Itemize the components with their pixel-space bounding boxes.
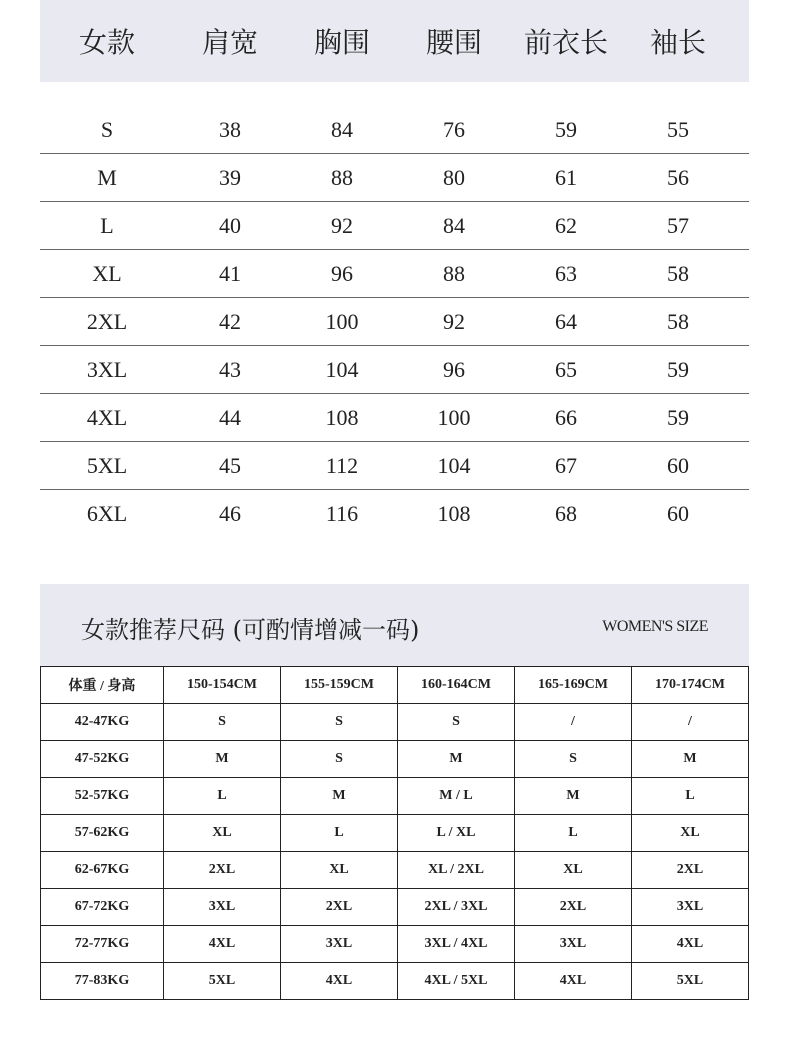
size-value: 46 [219, 500, 241, 526]
header-cell: 袖长 [649, 26, 706, 59]
size-value: 38 [219, 116, 241, 142]
size-value: 112 [325, 452, 359, 478]
size-value: 59 [667, 404, 689, 430]
table-cell: 2XL / 3XL [398, 889, 515, 926]
table-cell: M [281, 778, 398, 815]
size-row [40, 394, 749, 442]
size-value: 96 [331, 260, 353, 286]
recommendation-banner [40, 584, 749, 666]
table-cell: M / L [398, 778, 515, 815]
table-row [41, 852, 749, 889]
table-cell: 3XL [515, 926, 632, 963]
table-cell: 3XL [281, 926, 398, 963]
size-value: 66 [555, 404, 577, 430]
size-value: 63 [555, 260, 577, 286]
table-cell: 4XL / 5XL [398, 963, 515, 1000]
table-cell: L [281, 815, 398, 852]
size-value: 41 [219, 260, 241, 286]
size-row [40, 490, 749, 537]
size-value: 57 [667, 212, 689, 238]
size-value: 55 [667, 116, 689, 142]
size-row [40, 346, 749, 394]
table-cell: XL / 2XL [398, 852, 515, 889]
table-cell: 57-62KG [41, 815, 164, 852]
table-cell: 4XL [164, 926, 281, 963]
header-cell: 前衣长 [523, 26, 608, 59]
table-cell: S [281, 741, 398, 778]
size-value: 58 [667, 260, 689, 286]
size-value: 40 [219, 212, 241, 238]
table-cell: 62-67KG [41, 852, 164, 889]
table-header-cell: 170-174CM [632, 667, 749, 704]
table-cell: M [515, 778, 632, 815]
table-cell: 67-72KG [41, 889, 164, 926]
header-cell: 胸围 [313, 26, 370, 59]
table-cell: M [398, 741, 515, 778]
size-label: L [100, 212, 114, 238]
table-cell: 2XL [164, 852, 281, 889]
size-label: 6XL [86, 500, 128, 526]
recommendation-subtitle: WOMEN'S SIZE [602, 618, 708, 635]
table-cell: S [515, 741, 632, 778]
size-value: 59 [555, 116, 577, 142]
recommendation-header-row [41, 667, 749, 704]
size-value: 65 [555, 356, 577, 382]
table-cell: L / XL [398, 815, 515, 852]
table-cell: 5XL [632, 963, 749, 1000]
table-cell: / [632, 704, 749, 741]
size-row [40, 106, 749, 154]
table-cell: 3XL / 4XL [398, 926, 515, 963]
size-value: 60 [667, 452, 689, 478]
table-header-cell: 150-154CM [164, 667, 281, 704]
table-cell: 52-57KG [41, 778, 164, 815]
size-value: 92 [331, 212, 353, 238]
size-value: 61 [555, 164, 577, 190]
size-value: 42 [219, 308, 241, 334]
table-cell: M [632, 741, 749, 778]
recommendation-title: 女款推荐尺码 (可酌情增减一码) [81, 616, 420, 644]
size-value: 62 [555, 212, 577, 238]
size-row [40, 442, 749, 490]
size-value: 68 [555, 500, 577, 526]
table-cell: 5XL [164, 963, 281, 1000]
table-cell: 3XL [632, 889, 749, 926]
size-value: 100 [325, 308, 359, 334]
size-chart-header [40, 0, 749, 82]
size-label: 4XL [86, 404, 128, 430]
size-value: 84 [443, 212, 465, 238]
size-value: 56 [667, 164, 689, 190]
table-row [41, 963, 749, 1000]
size-value: 88 [331, 164, 353, 190]
table-row [41, 778, 749, 815]
table-header-cell: 体重 / 身高 [41, 667, 164, 704]
table-cell: L [632, 778, 749, 815]
size-value: 59 [667, 356, 689, 382]
size-label: 2XL [86, 308, 128, 334]
size-label: 3XL [86, 356, 128, 382]
size-value: 108 [437, 500, 471, 526]
table-row [41, 704, 749, 741]
size-row [40, 298, 749, 346]
size-value: 108 [325, 404, 359, 430]
size-value: 104 [437, 452, 471, 478]
size-value: 39 [219, 164, 241, 190]
table-cell: XL [632, 815, 749, 852]
header-cell: 肩宽 [201, 26, 258, 59]
header-cell: 腰围 [425, 26, 482, 59]
size-row [40, 202, 749, 250]
size-value: 80 [443, 164, 465, 190]
table-header-cell: 155-159CM [281, 667, 398, 704]
table-cell: 4XL [281, 963, 398, 1000]
size-value: 67 [555, 452, 577, 478]
table-row [41, 926, 749, 963]
table-row [41, 741, 749, 778]
table-cell: S [398, 704, 515, 741]
table-cell: / [515, 704, 632, 741]
size-value: 58 [667, 308, 689, 334]
size-row [40, 250, 749, 298]
table-cell: XL [515, 852, 632, 889]
table-cell: L [164, 778, 281, 815]
size-chart-body [40, 106, 749, 537]
table-header-cell: 165-169CM [515, 667, 632, 704]
size-value: 60 [667, 500, 689, 526]
table-cell: S [164, 704, 281, 741]
table-cell: 42-47KG [41, 704, 164, 741]
table-cell: S [281, 704, 398, 741]
table-cell: M [164, 741, 281, 778]
table-cell: 72-77KG [41, 926, 164, 963]
size-label: XL [92, 260, 122, 286]
table-row [41, 889, 749, 926]
size-value: 92 [443, 308, 465, 334]
table-cell: 2XL [281, 889, 398, 926]
size-label: M [97, 164, 117, 190]
size-label: S [100, 116, 114, 142]
size-value: 116 [325, 500, 359, 526]
table-cell: 77-83KG [41, 963, 164, 1000]
table-cell: 4XL [632, 926, 749, 963]
size-row [40, 154, 749, 202]
table-cell: L [515, 815, 632, 852]
size-value: 84 [331, 116, 353, 142]
size-value: 96 [443, 356, 465, 382]
table-cell: 2XL [632, 852, 749, 889]
recommendation-table [40, 666, 749, 1000]
size-value: 45 [219, 452, 241, 478]
size-value: 76 [443, 116, 465, 142]
table-row [41, 815, 749, 852]
header-cell: 女款 [78, 26, 135, 59]
size-value: 104 [325, 356, 359, 382]
size-value: 64 [555, 308, 577, 334]
size-value: 44 [219, 404, 241, 430]
size-value: 100 [437, 404, 471, 430]
table-cell: 2XL [515, 889, 632, 926]
size-value: 43 [219, 356, 241, 382]
size-label: 5XL [86, 452, 128, 478]
table-cell: 47-52KG [41, 741, 164, 778]
table-cell: 4XL [515, 963, 632, 1000]
table-cell: XL [164, 815, 281, 852]
size-value: 88 [443, 260, 465, 286]
table-cell: 3XL [164, 889, 281, 926]
table-header-cell: 160-164CM [398, 667, 515, 704]
table-cell: XL [281, 852, 398, 889]
